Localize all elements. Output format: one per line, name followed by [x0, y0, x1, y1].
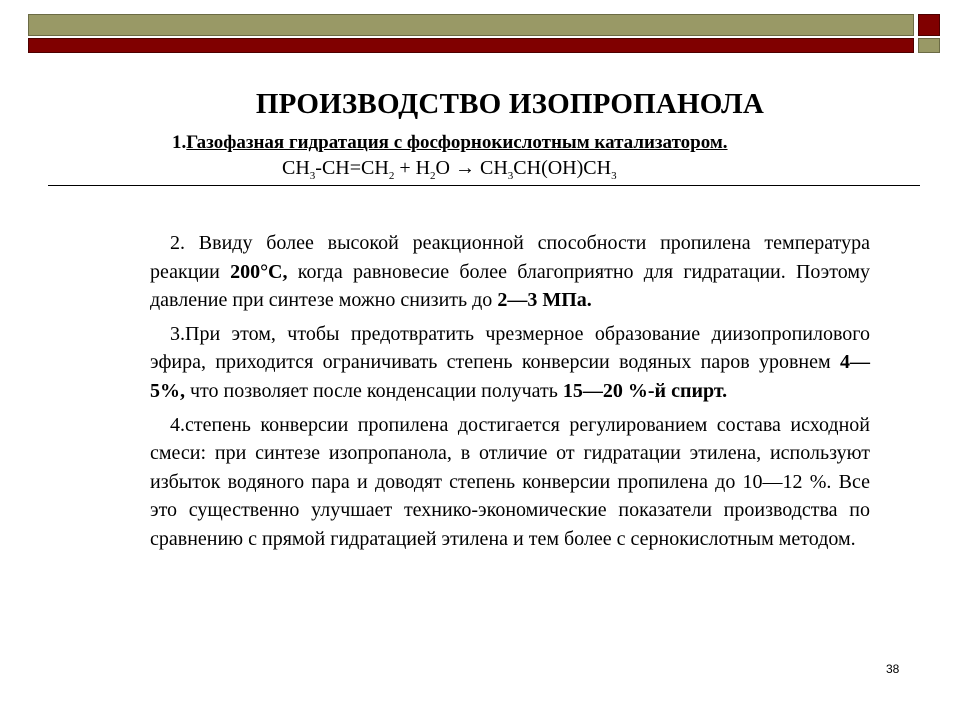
reaction-subscript: 2	[388, 170, 395, 182]
slide-subtitle	[172, 132, 728, 154]
paragraph-bold: 200°С,	[230, 260, 288, 283]
subtitle-number: 1.	[172, 132, 187, 153]
slide-title: ПРОИЗВОДСТВО ИЗОПРОПАНОЛА	[255, 88, 765, 120]
reaction-subscript: 3	[309, 170, 316, 182]
paragraph-bold: 2—3 МПа.	[497, 289, 592, 312]
reaction-part: + H	[394, 157, 431, 179]
paragraph-text: 2. Ввиду более высокой реакционной способности пропилена температура реакции	[150, 232, 870, 283]
paragraph-2	[150, 229, 870, 315]
paragraph-text: когда равновесие более благоприятно для гидратации. Поэтому давление при синтезе можно снизить до	[150, 260, 870, 312]
paragraph-bold: 15—20 %-й спирт.	[562, 379, 728, 402]
reaction-subscript: 3	[611, 170, 617, 182]
reaction-subscript: 2	[430, 170, 436, 182]
reaction-part: -CH=CH	[315, 157, 389, 179]
header-square-maroon	[918, 14, 940, 36]
paragraph-text: 4.степень конверсии пропилена достигается регулированием состава исходной смеси: при синтезе изопропанола, в отличие от гидратации этилена, используют избыток водяного пара и доводят степень конверсии пропилена до 10—12 %. Все это существенно улучшает технико-экономические показатели производства по сравнению с прямой гидратацией этилена и тем более с сернокислотным методом.	[150, 413, 870, 550]
header-bar-olive	[28, 14, 914, 36]
paragraph-3	[150, 320, 870, 406]
header-square-olive	[918, 38, 940, 53]
paragraph-text: 3.При этом, чтобы предотвратить чрезмерное образование диизопропилового эфира, приходится ограничивать степень конверсии водяных паров уровнем	[150, 322, 870, 374]
reaction-part: CH(OH)CH	[513, 157, 612, 179]
subtitle-text: Газофазная гидратация с фосфорнокислотным катализатором.	[186, 132, 728, 153]
reaction-subscript: 3	[507, 170, 514, 182]
slide-body	[150, 229, 870, 559]
reaction-part: CH	[282, 157, 310, 179]
header-bar-maroon	[28, 38, 914, 53]
horizontal-rule	[48, 185, 920, 186]
reaction-equation	[282, 157, 617, 180]
page-number: 38	[886, 662, 900, 676]
paragraph-4	[150, 411, 870, 554]
reaction-part: O → CH	[435, 157, 508, 179]
paragraph-text: что позволяет после конденсации получать	[185, 379, 563, 402]
paragraph-bold: 4—5%,	[150, 351, 870, 402]
